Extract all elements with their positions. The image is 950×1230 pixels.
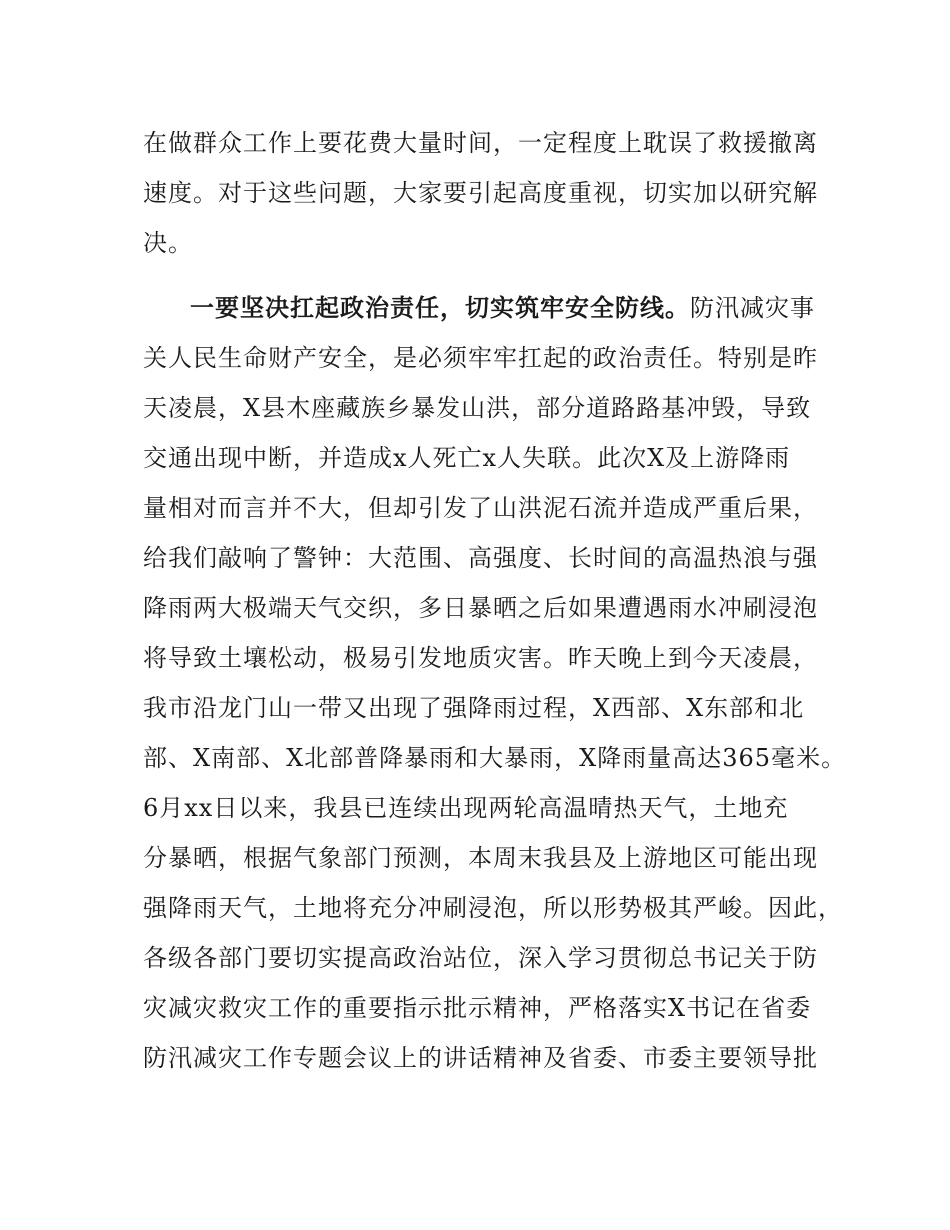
paragraph-line: 天凌晨，X县木座藏族乡暴发山洪，部分道路路基冲毁，导致: [143, 394, 812, 422]
paragraph-line: 各级各部门要切实提高政治站位，深入学习贯彻总书记关于防: [143, 944, 818, 972]
paragraph-line: 速度。对于这些问题，大家要引起高度重视，切实加以研究解: [143, 179, 818, 207]
paragraph-line: 我市沿龙门山一带又出现了强降雨过程，X西部、X东部和北: [143, 694, 805, 722]
paragraph-line: 关人民生命财产安全，是必须牢牢扛起的政治责任。特别是昨: [143, 344, 818, 372]
paragraph-line: 灾减灾救灾工作的重要指示批示精神，严格落实X书记在省委: [143, 994, 812, 1022]
paragraph-line: 决。: [143, 229, 193, 257]
paragraph-line: 降雨两大极端天气交织，多日暴晒之后如果遭遇雨水冲刷浸泡: [143, 594, 818, 622]
paragraph-first-line: [190, 293, 815, 323]
paragraph-line: 在做群众工作上要花费大量时间，一定程度上耽误了救援撤离: [143, 129, 818, 157]
paragraph-line: 将导致土壤松动，极易引发地质灾害。昨天晚上到今天凌晨，: [143, 644, 818, 672]
paragraph-line: 分暴晒，根据气象部门预测，本周末我县及上游地区可能出现: [143, 844, 818, 872]
paragraph-line: 给我们敲响了警钟：大范围、高强度、长时间的高温热浪与强: [143, 544, 818, 572]
paragraph-line: 量相对而言并不大，但却引发了山洪泥石流并造成严重后果，: [143, 494, 818, 522]
paragraph-line: 强降雨天气，土地将充分冲刷浸泡，所以形势极其严峻。因此，: [143, 894, 843, 922]
paragraph-line: 6月xx日以来，我县已连续出现两轮高温晴热天气，土地充: [143, 794, 789, 822]
paragraph-line: 部、X南部、X北部普降暴雨和大暴雨，X降雨量高达365毫米。: [143, 744, 847, 772]
paragraph-text: 防汛减灾事: [690, 294, 815, 322]
paragraph-line: 交通出现中断，并造成x人死亡x人失联。此次X及上游降雨: [143, 444, 791, 472]
section-heading: 一要坚决扛起政治责任，切实筑牢安全防线。: [190, 294, 690, 322]
paragraph-line: 防汛减灾工作专题会议上的讲话精神及省委、市委主要领导批: [143, 1044, 818, 1072]
